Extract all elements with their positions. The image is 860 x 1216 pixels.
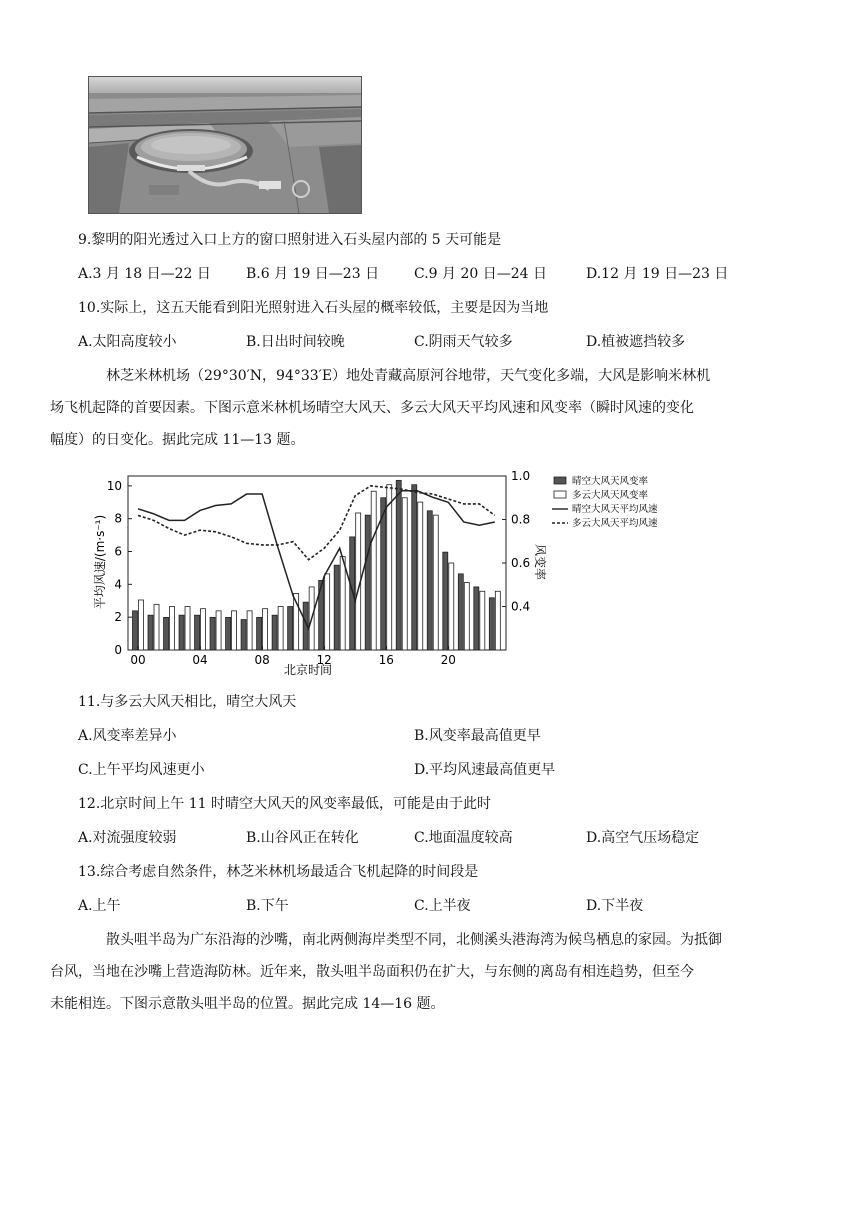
clear-day-variability-bar [272,615,277,650]
y-tick-label: 8 [114,511,122,526]
x-tick-label: 00 [130,653,146,667]
intro-paragraph-14-16 [50,924,786,1020]
clear-day-variability-bar [257,617,262,650]
y2-tick-label: 1.0 [511,469,531,483]
clear-day-variability-bar [226,617,231,650]
cloudy-day-variability-bar [201,609,206,650]
intro3-line-1: 散头咀半岛为广东沿海的沙嘴，南北两侧海岸类型不同，北侧溪头港海湾为候鸟栖息的家园。为抵御 [106,932,722,948]
q12-option-c[interactable]: C.地面温度较高 [414,830,513,846]
question-9-stem: 9.黎明的阳光透过入口上方的窗口照射进入石头屋内部的 5 天可能是 [78,232,502,248]
q9-option-a[interactable]: A.3 月 18 日—22 日 [78,266,211,282]
cloudy-day-variability-bar [263,609,268,650]
q13-option-b[interactable]: B.下午 [246,898,289,914]
aerial-photo-drawing [89,77,361,213]
chart-y-axis-label: 平均风速/(m·s⁻¹) [93,514,107,610]
question-12-stem: 12.北京时间上午 11 时晴空大风天的风变率最低，可能是由于此时 [78,796,491,812]
y2-tick-label: 0.8 [511,512,531,527]
clear-day-variability-bar [458,574,463,650]
cloudy-day-variability-bar [418,502,423,650]
q11-option-b[interactable]: B.风变率最高值更早 [414,728,541,744]
question-13-stem: 13.综合考虑自然条件，林芝米林机场最适合飞机起降的时间段是 [78,864,479,880]
x-tick-label: 12 [316,653,332,667]
q9-option-b[interactable]: B.6 月 19 日—23 日 [246,266,380,282]
legend-swatch [554,477,566,484]
cloudy-day-variability-bar [433,515,438,650]
q11-option-d[interactable]: D.平均风速最高值更早 [414,762,556,778]
clear-day-variability-bar [350,537,355,650]
cloudy-day-variability-bar [371,491,376,650]
clear-day-variability-bar [148,615,153,650]
cloudy-day-variability-bar [216,611,221,650]
intro-paragraph-11-13 [50,360,786,456]
q10-option-c[interactable]: C.阴雨天气较多 [414,334,513,350]
q10-option-a[interactable]: A.太阳高度较小 [78,334,177,350]
cloudy-day-variability-bar [232,611,237,650]
legend-label: 晴空大风天风变率 [572,476,649,487]
cloudy-day-variability-bar [325,574,330,650]
cloudy-day-variability-bar [139,600,144,650]
clear-day-variability-bar [381,498,386,650]
cloudy-day-variability-bar [387,485,392,650]
y-tick-label: 10 [106,478,122,493]
y-tick-label: 0 [114,643,122,657]
intro-line-3: 幅度）的日变化。据此完成 11—13 题。 [50,432,305,448]
legend-label: 多云大风天平均风速 [572,518,658,529]
q10-option-d[interactable]: D.植被遮挡较多 [586,334,686,350]
clear-day-variability-bar [334,565,339,650]
chart-x-axis-label: 北京时间 [283,663,333,677]
intro3-line-3: 未能相连。下图示意散头咀半岛的位置。据此完成 14—16 题。 [50,996,445,1012]
cloudy-day-variability-bar [154,604,159,650]
clear-day-variability-bar [133,611,138,650]
x-tick-label: 04 [192,653,208,667]
chart-y2-axis-label: 风变率 [533,543,547,581]
q9-option-c[interactable]: C.9 月 20 日—24 日 [414,266,547,282]
clear-day-wind-speed-line [138,491,495,629]
clear-day-variability-bar [241,620,246,650]
q9-option-d[interactable]: D.12 月 19 日—23 日 [586,266,729,282]
y-tick-label: 6 [114,544,122,559]
clear-day-variability-bar [443,552,448,650]
legend-swatch [554,491,566,498]
legend-label: 多云大风天风变率 [572,490,649,501]
clear-day-variability-bar [489,598,494,650]
cloudy-day-variability-bar [464,583,469,650]
x-tick-label: 16 [378,653,394,667]
cloudy-day-variability-bar [185,607,190,651]
stone-house-photo [88,76,362,214]
clear-day-variability-bar [396,480,401,650]
clear-day-variability-bar [365,515,370,650]
q13-option-d[interactable]: D.下半夜 [586,898,644,914]
clear-day-variability-bar [288,607,293,651]
intro-line-1: 林芝米林机场（29°30′N，94°33′E）地处青藏高原河谷地带，天气变化多端，大风是影响米林机 [106,368,711,384]
q12-option-b[interactable]: B.山谷风正在转化 [246,830,359,846]
wind-speed-chart [88,462,688,682]
cloudy-day-variability-bar [495,591,500,650]
question-10-stem: 10.实际上，这五天能看到阳光照射进入石头屋的概率较低，主要是因为当地 [78,300,549,316]
q12-option-a[interactable]: A.对流强度较弱 [78,830,177,846]
cloudy-day-variability-bar [480,591,485,650]
q12-option-d[interactable]: D.高空气压场稳定 [586,830,700,846]
q10-option-b[interactable]: B.日出时间较晚 [246,334,345,350]
clear-day-variability-bar [164,617,169,650]
q11-option-c[interactable]: C.上午平均风速更小 [78,762,205,778]
cloudy-day-variability-bar [170,607,175,651]
cloudy-day-variability-bar [449,563,454,650]
y2-tick-label: 0.4 [511,599,531,614]
question-11-stem: 11.与多云大风天相比，晴空大风天 [78,694,297,710]
cloudy-day-variability-bar [247,611,252,650]
cloudy-day-variability-bar [340,556,345,650]
clear-day-variability-bar [179,615,184,650]
intro3-line-2: 台风，当地在沙嘴上营造海防林。近年来，散头咀半岛面积仍在扩大，与东侧的离岛有相连趋势，但至今 [50,964,694,980]
cloudy-day-variability-bar [402,498,407,650]
x-tick-label: 20 [440,653,456,667]
clear-day-variability-bar [412,485,417,650]
clear-day-variability-bar [195,615,200,650]
clear-day-variability-bar [427,511,432,650]
legend-label: 晴空大风天平均风速 [572,504,658,515]
y-tick-label: 2 [114,610,122,625]
x-tick-label: 08 [254,653,270,667]
q13-option-c[interactable]: C.上半夜 [414,898,471,914]
y-tick-label: 4 [114,577,122,592]
intro-line-2: 场飞机起降的首要因素。下图示意米林机场晴空大风天、多云大风天平均风速和风变率（瞬时风速的变化 [50,400,694,416]
clear-day-variability-bar [210,617,215,650]
q11-option-a[interactable]: A.风变率差异小 [78,728,177,744]
clear-day-variability-bar [474,587,479,650]
y2-tick-label: 0.6 [511,556,531,570]
cloudy-day-wind-speed-line [138,486,495,560]
cloudy-day-variability-bar [278,607,283,651]
q13-option-a[interactable]: A.上午 [78,898,121,914]
